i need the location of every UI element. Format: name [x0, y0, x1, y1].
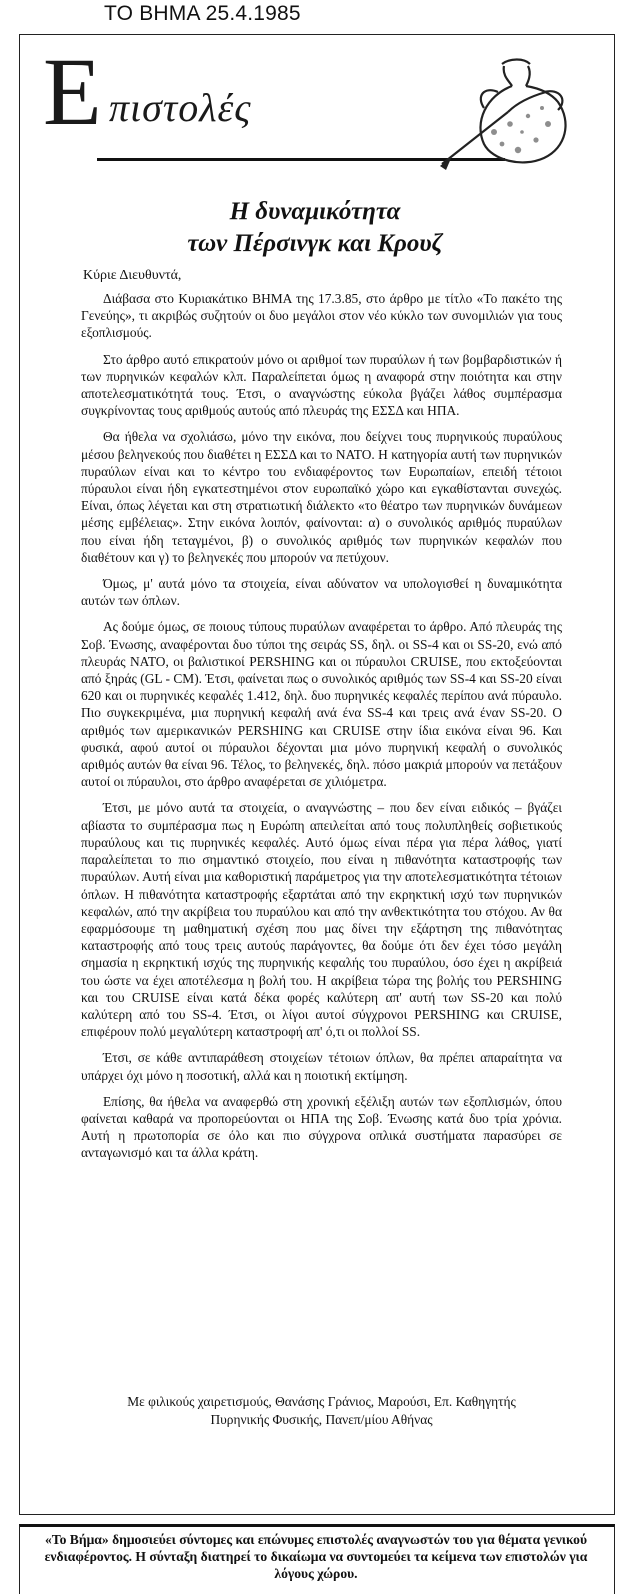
paragraph-2: Στο άρθρο αυτό επικρατούν μόνο οι αριθμοί των πυραύλων ή των βομβαρδιστικών ή των πυρηνικών κεφαλών κλπ. Παραλείπεται όμως η αναφορά στην ποιότητα και στην αποτελεσματικότητά τους. Έτσι, ο αναγνώστης εύκολα βγάζει λάθος συμπέρασμα συγκρίνοντας τους αριθμούς αυτούς από πλευράς της ΕΣΣΔ και ΗΠΑ. [81, 351, 562, 419]
paragraph-1: Διάβασα στο Κυριακάτικο ΒΗΜΑ της 17.3.85, στο άρθρο με τίτλο «Το πακέτο της Γενεύης», τι ακριβώς συζητούν οι δυο μεγάλοι στον νέο κύκλο των συνομιλιών για τους εξοπλισμούς. [81, 291, 562, 341]
letter-body [81, 290, 562, 1171]
paragraph-8: Επίσης, θα ήθελα να αναφερθώ στη χρονική εξέλιξη αυτών των εξοπλισμών, όπου φαίνεται καθαρά να προπορεύονται οι ΗΠΑ της Σοβ. Ένωσης κατά δυο τρία χρόνια. Αυτή η πρωτοπορία σε όλο και πιο σύγχρονα οπλικά συστήματα παρασύρει σε ανταγωνισμό και τα άλλα κράτη. [81, 1093, 562, 1161]
section-masthead [37, 38, 597, 170]
masthead-word: πιστολές [109, 85, 252, 130]
paragraph-4: Όμως, μ' αυτά μόνο τα στοιχεία, είναι αδύνατον να υπολογισθεί η δυναμικότητα αυτών των όπλων. [81, 576, 562, 609]
masthead-initial: Ε [43, 38, 102, 145]
paragraph-3: Θα ήθελα να σχολιάσω, μόνο την εικόνα, που δείχνει τους πυρηνικούς πυραύλους μέσου βεληνεκούς που διαθέτει η ΕΣΣΔ και το ΝΑΤΟ. Η κατηγορία αυτή των πυρηνικών πυραύλων είναι και το κέντρο του ενδιαφέροντος των Ευρωπαίων, επειδή τέτοιοι πύραυλοι είναι ήδη εγκατεστημένοι στον ευρωπαϊκό χώρο και εγκαθίστανται συνεχώς. Είναι, όπως λέγεται και στη στρατιωτική διάλεκτο «το θέατρο των πυρηνικών δυνάμεων μέσης εμβέλειας». Στην εικόνα λοιπόν, φαίνονται: α) ο συνολικός αριθμός πυραύλων που είναι ήδη τεταγμένοι, β) ο συνολικός αριθμός των πυρηνικών κεφαλών που διαθέτουν και γ) το βεληνεκές που μπορούν να πετύχουν. [81, 429, 562, 565]
notice-text: «Το Βήμα» δημοσιεύει σύντομες και επώνυμες επιστολές αναγνωστών του για θέματα γενικού ενδιαφέροντος. Η σύνταξη διατηρεί το δικαίωμα να συντομεύει τα κείμενα των επιστολών για λόγους χώρου. [44, 1532, 588, 1581]
signature-line-1: Με φιλικούς χαιρετισμούς, Θανάσης Γράνιος, Μαρούσι, Επ. Καθηγητής [127, 1394, 516, 1409]
article-headline [60, 196, 570, 260]
signature-line-2: Πυρηνικής Φυσικής, Πανεπ/μίου Αθήνας [210, 1412, 433, 1427]
letter-signature [81, 1393, 562, 1429]
newspaper-source-date: ΤΟ ΒΗΜΑ 25.4.1985 [104, 2, 301, 25]
letter-salutation: Κύριε Διευθυντά, [83, 268, 182, 283]
editorial-notice [19, 1524, 615, 1594]
paragraph-7: Έτσι, σε κάθε αντιπαράθεση στοιχείων τέτοιων όπλων, θα πρέπει απαραίτητα να υπάρχει όχι μόνο η ποσοτική, αλλά και η ποιοτική εκτίμηση. [81, 1050, 562, 1083]
headline-line-1: Η δυναμικότητα [229, 198, 401, 225]
paragraph-5: Ας δούμε όμως, σε ποιους τύπους πυραύλων αναφέρεται το άρθρο. Από πλευράς της Σοβ. Ένωσης, αναφέρονται δυο τύποι της σειράς SS, δηλ. οι SS-4 και οι SS-20, ενώ από πλευράς ΝΑΤΟ, οι βαλιστικοί PERSHING και οι πύραυλοι CRUISE, που εκτοξεύονται από ξηράς (GL - CM). Έτσι, φαίνεται πως ο συνολικός αριθμός των SS-4 και SS-20 είναι 620 και οι πυρηνικές κεφαλές 1.412, δηλ. δυο πυρηνικές κεφαλές περίπου ανά πύραυλο. Πιο συγκεκριμένα, μια πυρηνική κεφαλή ανά ένα SS-4 και τρεις ανά έναν SS-20. Ο αριθμός των αμερικανικών PERSHING και CRUISE στην ίδια εικόνα είναι 96. Και φυσικά, αφού αυτοί οι πύραυλοι δέχονται μια μόνο πυρηνική κεφαλή ο συνολικός αριθμός αυτών θα είναι 96. Τέλος, το βεληνεκές, δηλ. πόσο μακριά μπορούν να πετάξουν αυτοί οι πύραυλοι, στο άρθρο αναφέρεται σε χιλιόμετρα. [81, 619, 562, 790]
amphora-quill-icon [432, 52, 592, 177]
headline-line-2: των Πέρσινγκ και Κρουζ [187, 230, 443, 257]
paragraph-6: Έτσι, με μόνο αυτά τα στοιχεία, ο αναγνώστης – που δεν είναι ειδικός – βγάζει αβίαστα το συμπέρασμα πως η Ευρώπη απειλείται από τους πολυπληθείς σοβιετικούς πυραύλους και τις πυρηνικές κεφαλές. Αυτό όμως είναι πέρα για πέρα λάθος, γιατί παραλείπεται το πιο σημαντικό στοιχείο, που είναι η πιθανότητα καταστροφής των πυραύλων. Αυτή είναι μια καθοριστική παράμετρος για την αποτελεσματικότητα τέτοιων όπλων. Η πιθανότητα καταστροφής εξαρτάται από την εκρηκτική ισχύ των πυρηνικών κεφαλών, από την ακρίβεια του πυραύλου και από την ανθεκτικότητα του στόχου. Αν θα εφαρμόσουμε τη μαθηματική σχέση που μας δίνει την εξάρτηση της πιθανότητας καταστροφής από τους τρεις αυτούς παράγοντες, θα δούμε ότι δεν έχει τόσο μεγάλη σημασία η εκρηκτική ισχύς της πυρηνικής κεφαλής του πυραύλου, όσο έχει η ακρίβειά του ώστε να έχει αποτέλεσμα η βολή του. Η ακρίβεια τώρα της βολής του PERSHING και του CRUISE είναι κατά δέκα φορές καλύτερη απ' αυτή των SS-20 και πολύ καλύτερη από του SS-4. Έτσι, οι λίγοι αυτοί σύγχρονοι PERSHING και CRUISE, επιφέρουν πολύ μεγαλύτερη καταστροφή απ' ό,τι οι πολλοί SS. [81, 800, 562, 1040]
